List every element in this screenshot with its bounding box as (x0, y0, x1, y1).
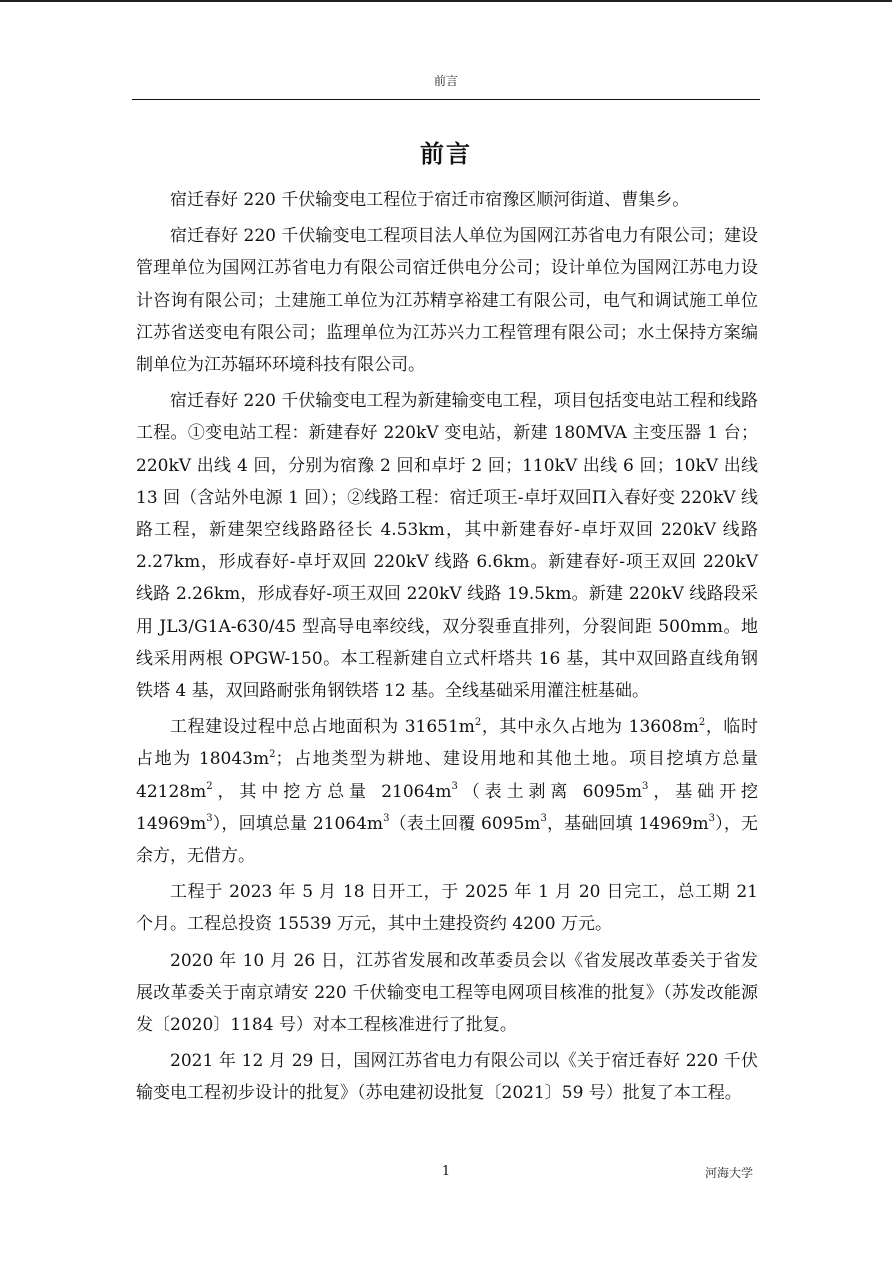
text-run: 工程建设过程中总占地面积为 31651m (170, 717, 475, 738)
page-number: 1 (441, 1164, 451, 1179)
exponent: 3 (708, 813, 715, 825)
text-run: （表土剥离 6095m (457, 781, 643, 802)
header-rule (132, 99, 760, 100)
text-run: ，基础开挖 14969m (136, 781, 759, 834)
running-header: 前言 (433, 74, 458, 88)
exponent: 2 (269, 748, 276, 760)
footer-organization: 河海大学 (705, 1166, 754, 1180)
text-run: ，其中挖方总量 21064m (212, 781, 452, 802)
text-run: ，基础回填 14969m (546, 813, 709, 834)
paragraph-location: 宿迁春好 220 千伏输变电工程位于宿迁市宿豫区顺河街道、曹集乡。 (170, 190, 690, 210)
body-text (136, 184, 758, 1114)
text-run: ），回填总量 21064m (212, 813, 384, 834)
text-run: ，临时占地为 18043m (136, 717, 758, 770)
exponent: 3 (383, 813, 390, 825)
paragraph-land-earthwork (136, 711, 758, 872)
exponent: 3 (206, 813, 213, 825)
exponent: 2 (206, 781, 213, 792)
paragraph-schedule: 工程于 2023 年 5 月 18 日开工，于 2025 年 1 月 20 日完工，总工期 21 个月。工程总投资 15539 万元，其中土建投资约 4200 万元。 (136, 882, 758, 935)
exponent: 3 (642, 781, 649, 792)
paragraph-design-approval: 2021 年 12 月 29 日，国网江苏省电力有限公司以《关于宿迁春好 220 千伏输变电工程初步设计的批复》（苏电建初设批复〔2021〕59 号）批复了本工程。 (136, 1051, 758, 1104)
paragraph-units: 宿迁春好 220 千伏输变电工程项目法人单位为国网江苏省电力有限公司；建设管理单位为国网江苏省电力有限公司宿迁供电分公司；设计单位为国网江苏电力设计咨询有限公司；土建施工单位为江苏精享裕建工有限公司，电气和调试施工单位江苏省送变电有限公司；监理单位为江苏兴力工程管理有限公司；水土保持方案编制单位为江苏辐环环境科技有限公司。 (136, 226, 758, 376)
text-run: （表土回覆 6095m (389, 813, 541, 834)
exponent: 2 (698, 716, 706, 728)
page-title: 前言 (420, 140, 472, 168)
exponent: 3 (451, 781, 458, 792)
exponent: 3 (540, 813, 547, 825)
page-top-border (0, 0, 892, 2)
text-run: ；占地类型为耕地、建设用地和其他土地。项目挖填方总量 42128m (136, 749, 758, 802)
paragraph-approval: 2020 年 10 月 26 日，江苏省发展和改革委员会以《省发展改革委关于省发展改革委关于南京靖安 220 千伏输变电工程等电网项目核准的批复》（苏发改能源发〔2020〕1184 号）对本工程核准进行了批复。 (136, 950, 758, 1036)
paragraph-scope: 宿迁春好 220 千伏输变电工程为新建输变电工程，项目包括变电站工程和线路工程。①变电站工程：新建春好 220kV 变电站，新建 180MVA 主变压器 1 台；220kV 出线 4 回，分别为宿豫 2 回和卓圩 2 回；110kV 出线 6 回；10kV 出线 13 回（含站外电源 1 回）；②线路工程：宿迁项王-卓圩双回Π入春好变 220kV 线路工程，新建架空线路路径长 4.53km，其中新建春好-卓圩双回 220kV 线路 2.27km，形成春好-卓圩双回 220kV 线路 6.6km。新建春好-项王双回 220kV 线路 2.26km，形成春好-项王双回 220kV 线路 19.5km。新建 220kV 线路段采用 JL3/G1A-630/45 型高导电率绞线，双分裂垂直排列，分裂间距 500mm。地线采用两根 OPGW-150。本工程新建自立式杆塔共 16 基，其中双回路直线角钢铁塔 4 基，双回路耐张角钢铁塔 12 基。全线基础采用灌注桩基础。 (136, 391, 758, 702)
text-run: ，其中永久占地为 13608m (481, 717, 699, 738)
text-run: ），无余方，无借方。 (136, 813, 759, 867)
exponent: 2 (474, 716, 482, 728)
